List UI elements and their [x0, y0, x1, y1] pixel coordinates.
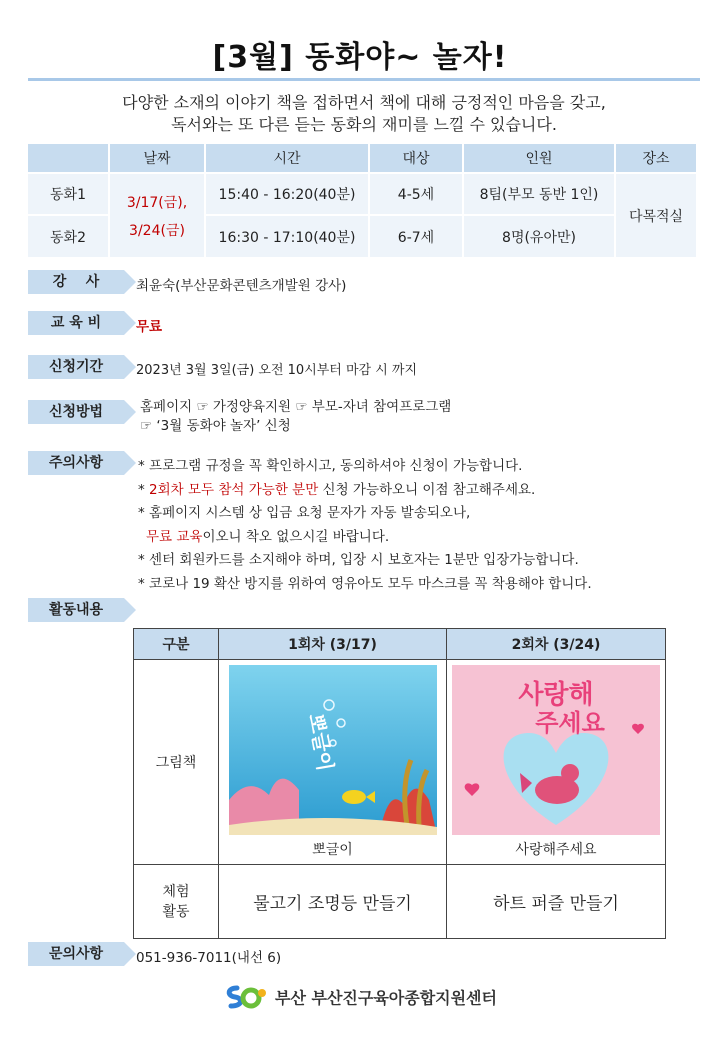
notes-list [138, 455, 592, 596]
book-cover-love-me [452, 665, 660, 835]
instructor-value: 최윤숙(부산문화콘텐츠개발원 강사) [136, 278, 347, 294]
book-2-title: 사랑해주세요 [515, 842, 597, 858]
notes-label: 주의사항 [28, 451, 124, 475]
activity-header-session-2: 2회차 (3/24) [447, 629, 666, 660]
note-text: 이오니 착오 없으시길 바랍니다. [202, 528, 390, 545]
book-2-cover-line-2: 주세요 [535, 709, 605, 737]
book-1-title: 뽀글이 [312, 842, 353, 858]
book-cover-bbogeuri [229, 665, 437, 835]
note-item [138, 479, 592, 503]
intro-text [28, 92, 700, 136]
schedule-place: 다목적실 [615, 173, 697, 257]
schedule-table [28, 144, 698, 257]
schedule-time: 15:40 - 16:20(40분) [205, 173, 369, 215]
book-2-cover-line-1: 사랑해 [518, 680, 594, 710]
craft-2: 하트 퍼즐 만들기 [447, 865, 666, 939]
note-bullet: * [138, 481, 150, 498]
method-line-2: ☞ ‘3월 동화야 놀자’ 신청 [140, 418, 291, 434]
footer [0, 984, 720, 1014]
note-text: 신청 가능하오니 이점 참고해주세요. [318, 481, 536, 498]
contact-label: 문의사항 [28, 942, 124, 966]
schedule-header-blank [28, 144, 109, 173]
schedule-target: 4-5세 [369, 173, 463, 215]
fee-label: 교 육 비 [28, 311, 124, 335]
method-label: 신청방법 [28, 400, 124, 424]
note-item: * 코로나 19 확산 방지를 위하여 영유아도 모두 마스크를 꼭 착용해야 합니다. [138, 575, 592, 592]
center-logo-icon [223, 984, 267, 1014]
intro-line-1: 다양한 소재의 이야기 책을 접하면서 책에 대해 긍정적인 마음을 갖고, [122, 93, 606, 112]
note-item: * 홈페이지 시스템 상 입금 요청 문자가 자동 발송되오나, [138, 505, 471, 521]
instructor-label: 강 사 [28, 270, 124, 294]
fee-value: 무료 [136, 319, 163, 335]
activity-row-label-line-1: 체험 [162, 883, 190, 900]
method-line-1: 홈페이지 ☞ 가정양육지원 ☞ 부모-자녀 참여프로그램 [140, 399, 452, 415]
heart-picture-book-cover [452, 665, 660, 835]
schedule-row-label: 동화2 [28, 215, 109, 257]
activity-craft-row [134, 865, 666, 939]
schedule-row-1 [28, 173, 697, 215]
period-value: 2023년 3월 3일(금) 오전 10시부터 마감 시 까지 [136, 363, 418, 378]
activity-table [133, 628, 666, 939]
schedule-time: 16:30 - 17:10(40분) [205, 215, 369, 257]
period-label: 신청기간 [28, 355, 124, 379]
note-item: * 센터 회원카드를 소지해야 하며, 입장 시 보호자는 1분만 입장가능합니다. [138, 552, 579, 568]
schedule-header-time: 시간 [205, 144, 369, 173]
note-item: * 프로그램 규정을 꼭 확인하시고, 동의하셔야 신청이 가능합니다. [138, 458, 523, 474]
book-2-cell [447, 660, 666, 865]
activity-header-session-1: 1회차 (3/17) [219, 629, 447, 660]
schedule-people: 8명(유아만) [463, 215, 615, 257]
title-divider [28, 78, 700, 81]
activity-header-category: 구분 [134, 629, 219, 660]
note-highlight: 2회차 모두 참석 가능한 분만 [149, 481, 319, 498]
schedule-people: 8팀(부모 동반 1인) [463, 173, 615, 215]
activity-label: 활동내용 [28, 598, 124, 622]
schedule-date [109, 173, 205, 257]
schedule-header-target: 대상 [369, 144, 463, 173]
note-item [138, 526, 592, 550]
page-title: [3월] 동화야~ 놀자! [212, 40, 508, 75]
book-1-cover-text: 뽀글이 [303, 711, 338, 773]
schedule-row-label: 동화1 [28, 173, 109, 215]
activity-row-label [134, 865, 219, 939]
activity-header-row [134, 629, 666, 660]
activity-row-label: 그림책 [134, 660, 219, 865]
schedule-header-people: 인원 [463, 144, 615, 173]
activity-row-label-line-2: 활동 [162, 903, 190, 920]
schedule-target: 6-7세 [369, 215, 463, 257]
schedule-header-place: 장소 [615, 144, 697, 173]
footer-org-name: 부산 부산진구육아종합지원센터 [275, 988, 497, 1008]
activity-book-row [134, 660, 666, 865]
contact-value: 051-936-7011(내선 6) [136, 950, 282, 966]
schedule-date-line-1: 3/17(금), [126, 194, 188, 211]
schedule-date-line-2: 3/24(금) [129, 222, 185, 239]
intro-line-2: 독서와는 또 다른 듣는 동화의 재미를 느낄 수 있습니다. [171, 115, 557, 134]
book-1-cell [219, 660, 447, 865]
schedule-header-row [28, 144, 697, 173]
fish-picture-book-cover [229, 665, 437, 835]
method-value [140, 398, 451, 436]
craft-1: 물고기 조명등 만들기 [219, 865, 447, 939]
note-highlight: 무료 교육 [146, 528, 203, 545]
schedule-header-date: 날짜 [109, 144, 205, 173]
